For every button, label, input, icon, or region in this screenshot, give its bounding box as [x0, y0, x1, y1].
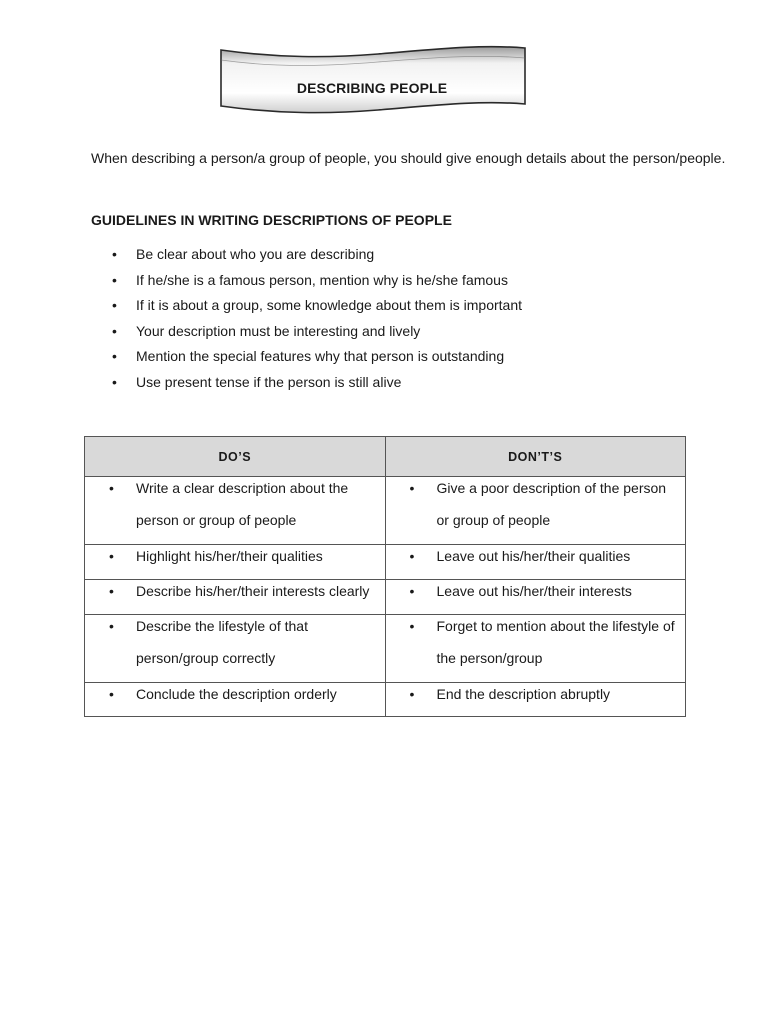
- do-text: Write a clear description about the person or group of people: [136, 480, 349, 528]
- do-cell: [85, 477, 386, 545]
- bullet-icon: •: [112, 271, 117, 288]
- dont-text: End the description abruptly: [436, 686, 611, 702]
- dont-text: Give a poor description of the person or group of people: [436, 480, 667, 528]
- list-item: [112, 244, 522, 270]
- guideline-text: Mention the special features why that person is outstanding: [136, 348, 505, 364]
- do-text: Conclude the description orderly: [136, 686, 337, 702]
- guideline-text: Your description must be interesting and lively: [136, 322, 421, 339]
- table-header-row: [85, 437, 686, 477]
- title-banner: [218, 42, 528, 116]
- dont-text: Forget to mention about the lifestyle of the person/group: [436, 618, 675, 666]
- donts-header: DON’T’S: [385, 437, 686, 477]
- dont-cell: [385, 477, 686, 545]
- bullet-icon: •: [109, 583, 114, 599]
- do-text: Highlight his/her/their qualities: [136, 548, 323, 564]
- bullet-icon: •: [409, 686, 415, 702]
- bullet-icon: •: [109, 618, 114, 634]
- do-cell: [85, 683, 386, 717]
- bullet-icon: •: [409, 618, 415, 634]
- dont-cell: [385, 615, 686, 683]
- bullet-icon: •: [409, 583, 415, 599]
- bullet-icon: •: [112, 322, 117, 339]
- bullet-icon: •: [109, 480, 114, 496]
- dont-text: Leave out his/her/their interests: [436, 583, 632, 599]
- guideline-text: If he/she is a famous person, mention why is he/she famous: [136, 271, 508, 288]
- table-row: [85, 615, 686, 683]
- table-row: [85, 477, 686, 545]
- bullet-icon: •: [409, 480, 415, 496]
- list-item: [112, 295, 522, 321]
- table-row: [85, 683, 686, 717]
- bullet-icon: •: [112, 348, 117, 364]
- bullet-icon: •: [409, 548, 415, 564]
- page-title: DESCRIBING PEOPLE: [296, 80, 448, 96]
- guideline-text: Use present tense if the person is still alive: [136, 373, 402, 390]
- bullet-icon: •: [112, 246, 117, 262]
- guideline-text: Be clear about who you are describing: [136, 246, 375, 262]
- dos-and-donts-table: [84, 436, 686, 717]
- dont-text: Leave out his/her/their qualities: [436, 548, 631, 564]
- bullet-icon: •: [109, 548, 114, 564]
- intro-paragraph: When describing a person/a group of people, you should give enough details about the person/people.: [91, 150, 726, 166]
- bullet-icon: •: [112, 297, 117, 313]
- guidelines-list: [112, 244, 522, 397]
- bullet-icon: •: [109, 686, 114, 702]
- list-item: [112, 321, 522, 347]
- do-text: Describe the lifestyle of that person/group correctly: [136, 618, 308, 666]
- list-item: [112, 270, 522, 296]
- dos-header: DO’S: [85, 437, 386, 477]
- dont-cell: [385, 683, 686, 717]
- scroll-banner-shape: [218, 42, 528, 116]
- do-text: Describe his/her/their interests clearly: [136, 583, 370, 599]
- list-item: [112, 372, 522, 398]
- guidelines-heading: GUIDELINES IN WRITING DESCRIPTIONS OF PEOPLE: [91, 212, 452, 228]
- bullet-icon: •: [112, 373, 117, 390]
- guideline-text: If it is about a group, some knowledge about them is important: [136, 297, 522, 313]
- list-item: [112, 346, 522, 372]
- do-cell: [85, 615, 386, 683]
